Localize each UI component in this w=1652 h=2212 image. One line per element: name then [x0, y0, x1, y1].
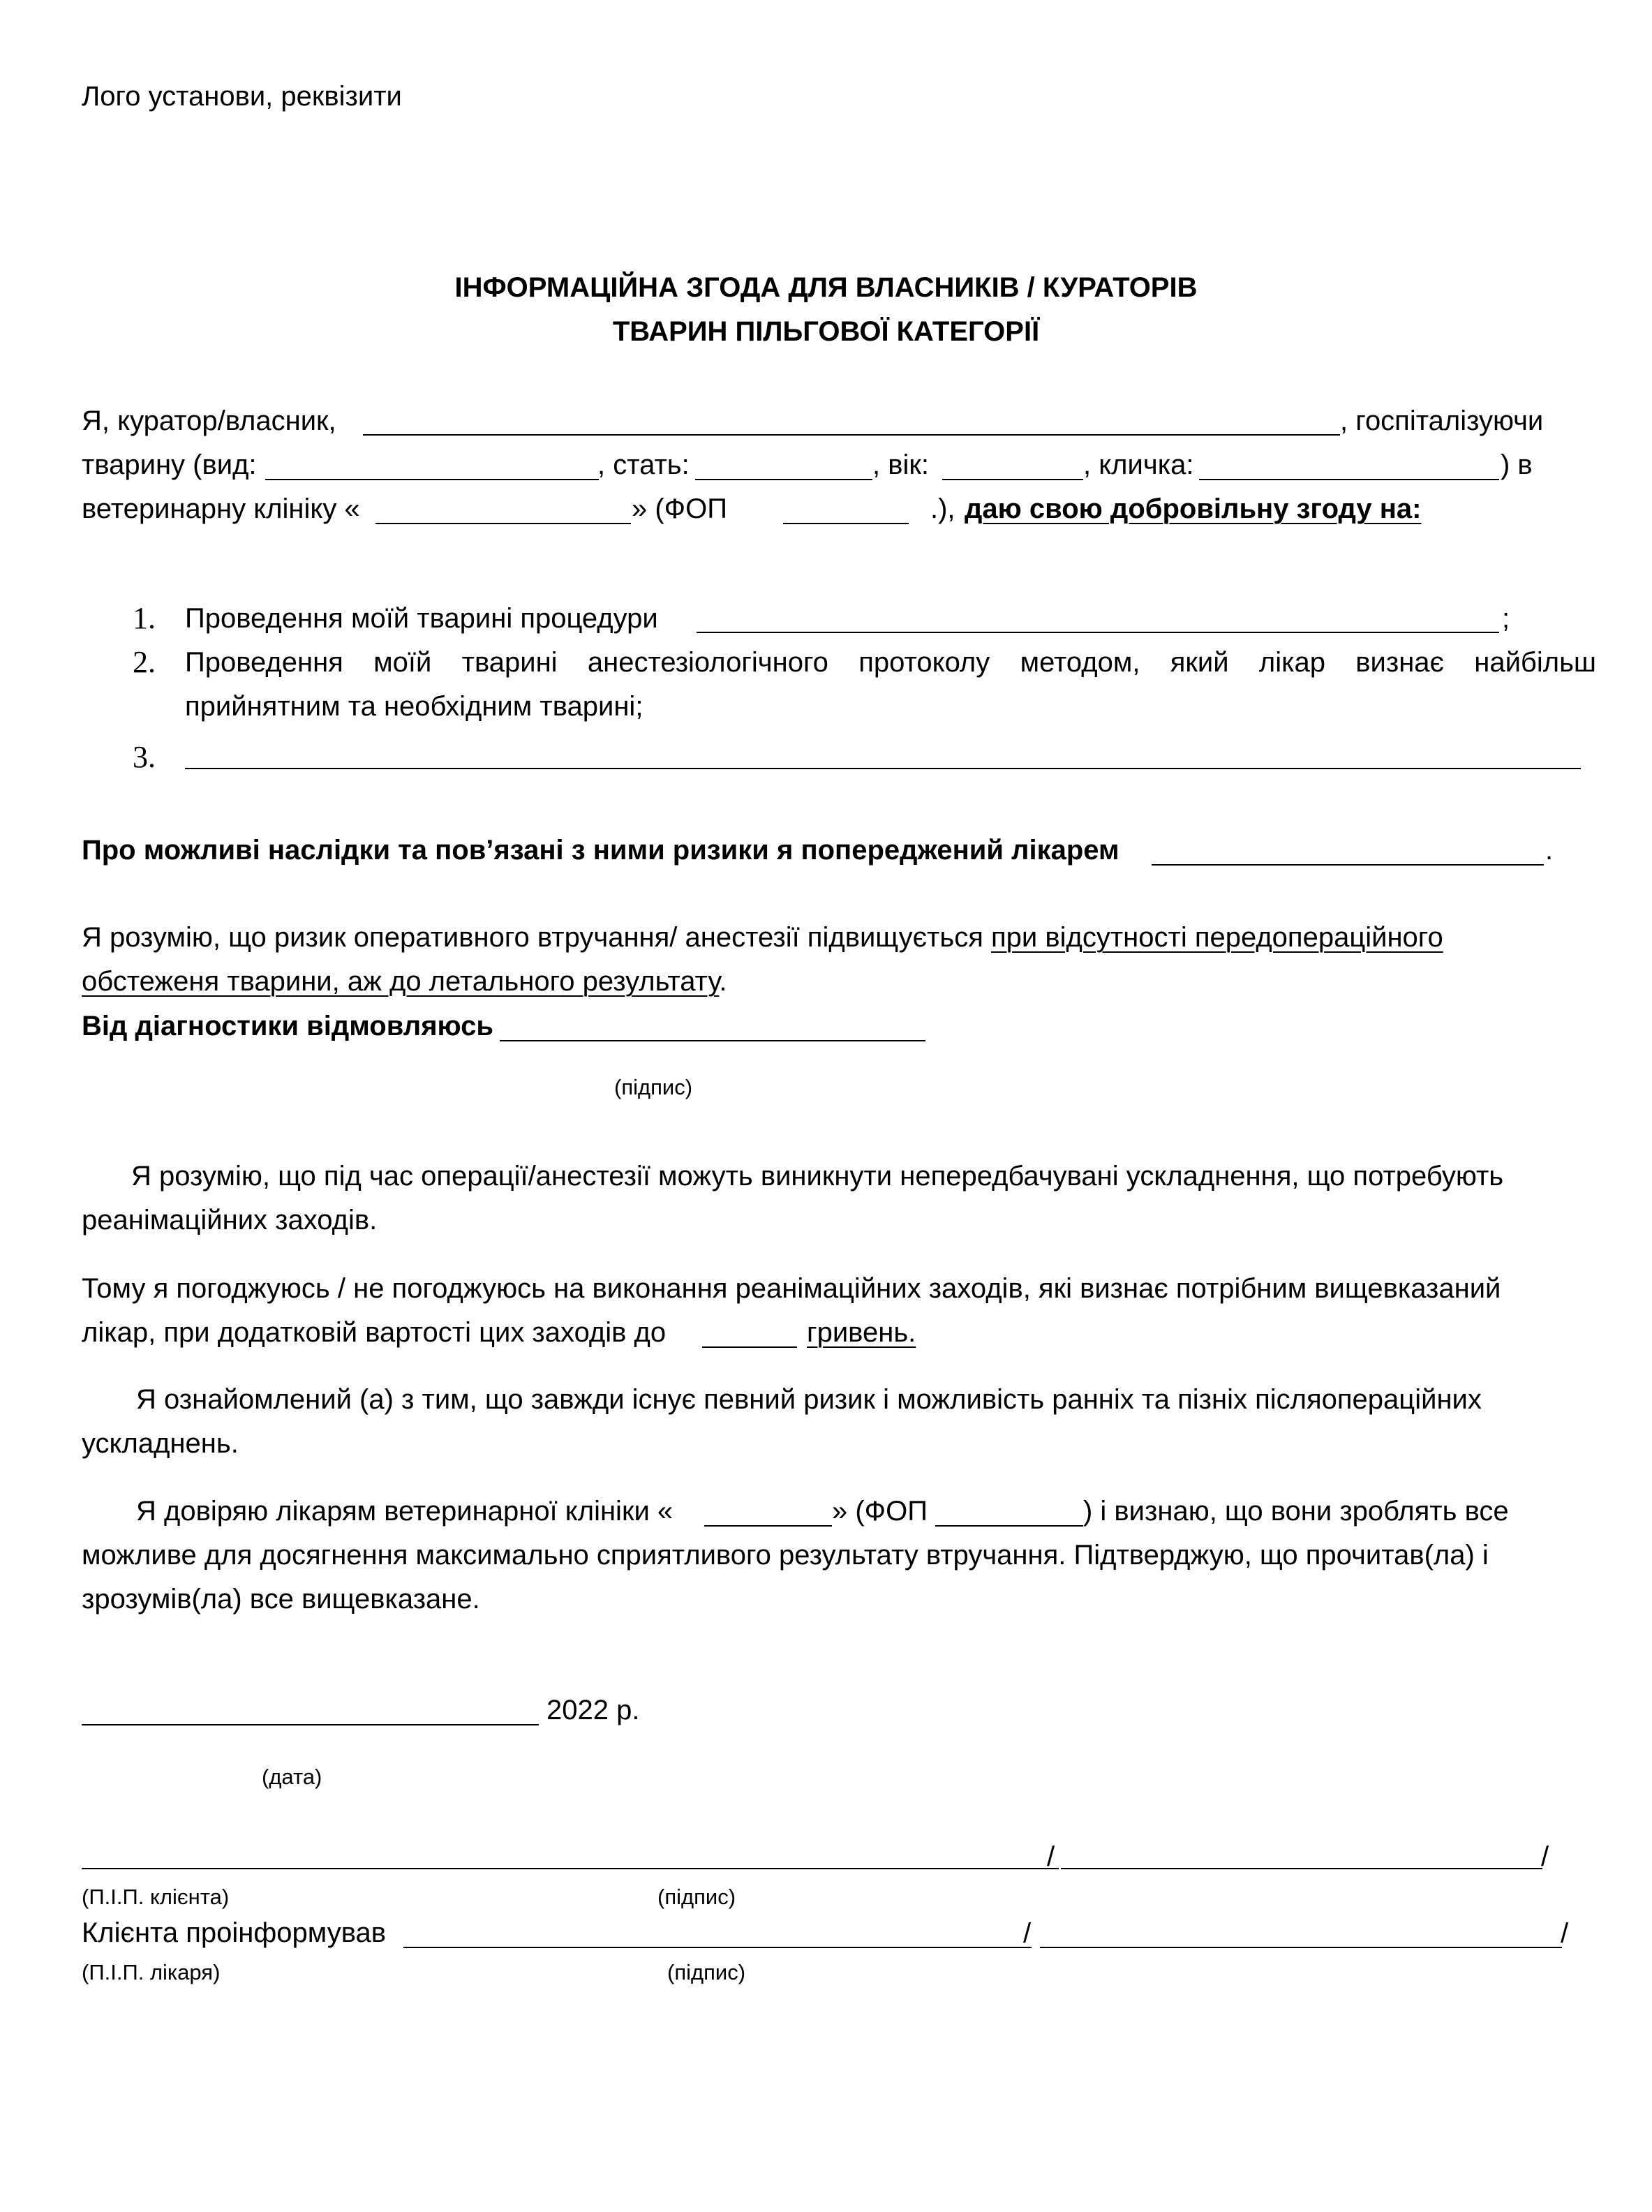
- doctor-slash-2: /: [1561, 1918, 1569, 1949]
- fop-field[interactable]: [783, 523, 909, 524]
- risk-understanding-end: .: [719, 966, 727, 997]
- client-slash-1: /: [1047, 1841, 1055, 1872]
- resuscitation-agreement-line-1: Тому я погоджуюсь / не погоджуюсь на виконання реанімаційних заходів, які визнає потрібним вищевказаний: [82, 1273, 1501, 1304]
- animal-name-field[interactable]: [1199, 479, 1499, 480]
- risk-understanding-text: Я розумію, що ризик оперативного втручання/ анестезії підвищується: [82, 922, 983, 953]
- logo-placeholder-text: Лого установи, реквізити: [82, 81, 402, 112]
- fop-label: » (ФОП: [632, 493, 727, 524]
- currency-text: гривень.: [807, 1317, 916, 1348]
- complications-line-1: Я розумію, що під час операції/анестезії можуть виникнути непередбачувані ускладнення, що потребують: [131, 1161, 1504, 1192]
- risk-understanding-underlined-1: при відсутності передопераційного: [991, 922, 1443, 953]
- list-item-1-end: ;: [1502, 603, 1510, 634]
- list-item-2-line-2: прийнятним та необхідним тварині;: [185, 691, 643, 722]
- consent-heading: даю свою добровільну згоду на:: [965, 493, 1422, 524]
- refuse-diagnostics-signature-field[interactable]: [500, 1040, 925, 1041]
- resuscitation-cost-field[interactable]: [702, 1346, 797, 1348]
- informed-line-1: Я ознайомлений (а) з тим, що завжди існує певний ризик і можливість ранніх та пізніх післяопераційних: [136, 1384, 1482, 1415]
- resuscitation-agreement-line-2: лікар, при додатковій вартості цих заходів до: [82, 1317, 667, 1348]
- into-text: ) в: [1501, 450, 1533, 480]
- doctor-signature-caption: (підпис): [667, 1960, 746, 1984]
- form-title-line-1: ІНФОРМАЦІЙНА ЗГОДА ДЛЯ ВЛАСНИКІВ / КУРАТОРІВ: [454, 272, 1198, 303]
- list-number-2: 2.: [133, 645, 156, 679]
- animal-age-field[interactable]: [942, 479, 1083, 480]
- animal-kind-field[interactable]: [265, 479, 599, 480]
- trust-clinic-field[interactable]: [704, 1525, 832, 1527]
- animal-kind-label: тварину (вид:: [82, 450, 257, 480]
- animal-age-label: , вік:: [872, 450, 929, 480]
- doctor-signature-field[interactable]: [1040, 1947, 1562, 1948]
- owner-name-field[interactable]: [363, 434, 1340, 436]
- owner-label: Я, куратор/власник,: [82, 406, 336, 436]
- doctor-name-field[interactable]: [403, 1947, 1032, 1948]
- client-signature-field[interactable]: [1061, 1868, 1542, 1869]
- refuse-diagnostics-label: Від діагностики відмовляюсь: [82, 1011, 493, 1041]
- trust-line-2: можливе для досягнення максимально сприятливого результату втручання. Підтверджую, що прочитав(ла) і: [82, 1540, 1489, 1571]
- trust-line-1-b: ) і визнаю, що вони зроблять все: [1083, 1496, 1509, 1527]
- list-number-3: 3.: [133, 740, 156, 774]
- trust-line-1-a: Я довіряю лікарям ветеринарної клініки «: [136, 1496, 674, 1527]
- doctor-name-caption: (П.І.П. лікаря): [82, 1960, 221, 1984]
- client-slash-2: /: [1541, 1841, 1549, 1872]
- risk-understanding-underlined-2: обстеженя тварини, аж до летального результату: [82, 966, 720, 997]
- client-name-caption: (П.І.П. клієнта): [82, 1885, 230, 1909]
- client-name-field[interactable]: [82, 1868, 1059, 1869]
- procedure-field[interactable]: [697, 632, 1499, 633]
- date-field[interactable]: [82, 1724, 539, 1725]
- list-item-1-text: Проведення моїй тварині процедури: [185, 603, 658, 634]
- list-item-3-field[interactable]: [185, 768, 1581, 769]
- animal-sex-label: , стать:: [597, 450, 690, 480]
- complications-line-2: реанімаційних заходів.: [82, 1205, 378, 1235]
- trust-fop-field[interactable]: [935, 1525, 1083, 1527]
- informed-line-2: ускладнень.: [82, 1428, 239, 1459]
- refuse-signature-caption: (підпис): [614, 1075, 693, 1099]
- form-title-line-2: ТВАРИН ПІЛЬГОВОЇ КАТЕГОРІЇ: [612, 316, 1040, 347]
- trust-line-3: зрозумів(ла) все вищевказане.: [82, 1584, 480, 1615]
- animal-name-label: , кличка:: [1083, 450, 1194, 480]
- doctor-slash-1: /: [1023, 1918, 1032, 1949]
- clinic-name-field[interactable]: [375, 523, 631, 524]
- client-signature-caption: (підпис): [657, 1885, 736, 1909]
- fop-end-text: .),: [930, 493, 955, 524]
- animal-sex-field[interactable]: [695, 479, 872, 480]
- hospitalizing-text: , госпіталізуючи: [1340, 406, 1544, 436]
- doctor-warned-field[interactable]: [1152, 864, 1544, 866]
- date-caption: (дата): [262, 1765, 322, 1789]
- risk-understanding-line-2: [82, 967, 727, 995]
- date-year: 2022 р.: [546, 1695, 640, 1725]
- list-item-2-line-1: Проведення моїй тварині анестезіологічного протоколу методом, який лікар визнає найбільш: [185, 647, 1596, 678]
- risk-understanding-line-1: [82, 923, 1443, 951]
- risks-end: .: [1545, 835, 1554, 866]
- informed-by-label: Клієнта проінформував: [82, 1917, 387, 1948]
- trust-line-1-fop: » (ФОП: [832, 1496, 928, 1527]
- risks-statement: Про можливі наслідки та пов’язані з ними ризики я попереджений лікарем: [82, 835, 1119, 866]
- clinic-label: ветеринарну клініку «: [82, 493, 360, 524]
- list-number-1: 1.: [133, 601, 156, 635]
